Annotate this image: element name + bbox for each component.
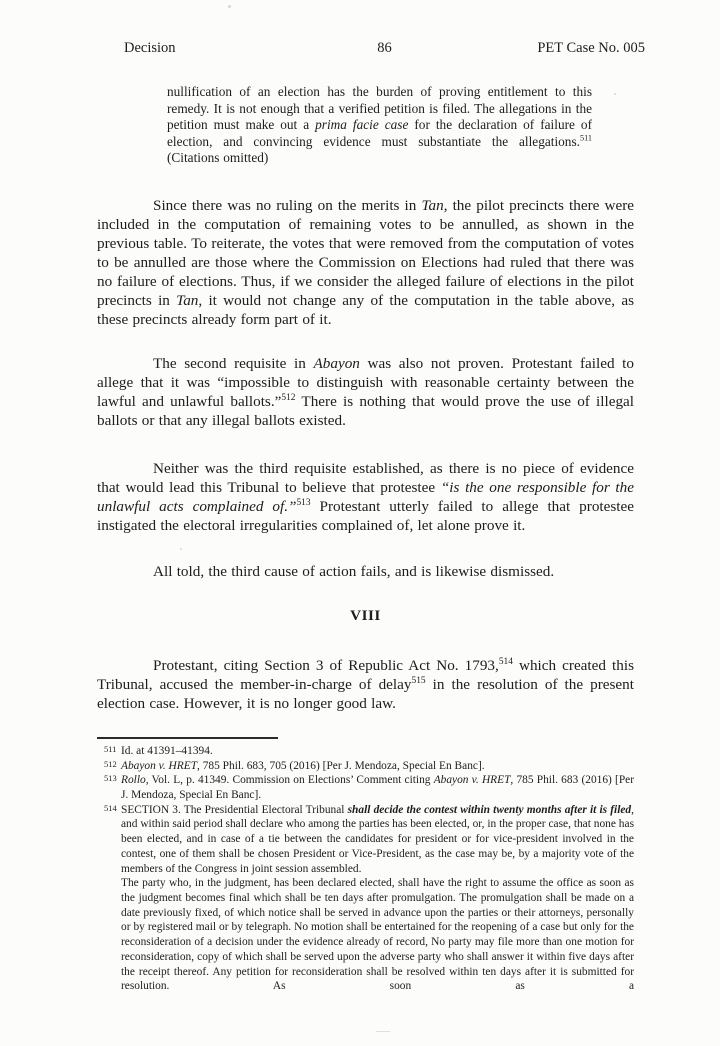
scan-speck: [376, 1031, 390, 1032]
footnote-list: [97, 744, 634, 994]
footnote-reference: 513: [296, 497, 311, 508]
footnote-paragraph: Rollo, Vol. L, p. 41349. Commission on Elections’ Comment citing Abayon v. HRET, 785 Phil. 683 (2016) [Per J. Mendoza, Special En Banc].: [121, 774, 635, 802]
page-number: 86: [377, 40, 392, 56]
footnote-reference: 512: [281, 392, 296, 403]
page-header: [124, 40, 645, 56]
footnote-511: [97, 744, 634, 759]
scan-speck: [228, 5, 231, 8]
footnote-number: 511: [104, 743, 117, 754]
footnote-514: [97, 803, 634, 994]
footnote-paragraph: Abayon v. HRET, 785 Phil. 683, 705 (2016) [Per J. Mendoza, Special En Banc].: [121, 759, 485, 772]
footnote-reference: 515: [411, 675, 426, 686]
footnote-number: 512: [104, 758, 117, 769]
quoted-excerpt: nullification of an election has the burden of proving entitlement to this remedy. It is not enough that a verified petition is filed. The allegations in the petition must make out a prima facie case for the declaration of failure of election, and convincing evidence must substantiate the allegations.$^{511}$ (Citations omitted): [167, 84, 592, 166]
footnote-paragraph: SECTION 3. The Presidential Electoral Tribunal shall decide the contest within twenty months after it is filed, and within said period shall declare who among the parties has been elected, or, in the proper case, that none has been elected, and in case of a tie between the candidates for president or for vice-president involved in the contest, one of them shall be chosen President or Vice-President, as the case may be, by a majority vote of the members of the Congress in joint session assembled.: [121, 803, 634, 875]
footnote-number: 514: [104, 802, 117, 813]
body-paragraph-5: Protestant, citing Section 3 of Republic Act No. 1793,$^{514}$ which created this Tribunal, accused the member-in-charge of delay$^{515}$ in the resolution of the present election case. However, it is no longer good law.: [97, 656, 634, 712]
footnote-number: 513: [104, 773, 117, 784]
body-paragraph-1: Since there was no ruling on the merits in Tan, the pilot precincts there were included in the computation of remaining votes to be annulled, as shown in the previous table. To reiterate, the votes that were removed from the computation of votes to be annulled are those where the Commission on Elections had ruled that there was no failure of elections. Thus, if we consider the alleged failure of elections in the pilot precincts in Tan, it would not change any of the computation in the table above, as these precincts already form part of it.: [97, 196, 634, 328]
footnote-paragraph: Id. at 41391–41394.: [121, 744, 213, 757]
footnote-paragraph: The party who, in the judgment, has been declared elected, shall have the right to assume the office as soon as the judgment becomes final which shall be ten days after promulgation. The promulgation shall be made on a date previously fixed, of which notice shall be served in advance upon the parties or their attorneys, personally or by registered mail or by telegraph. No motion shall be entertained for the reopening of a case but only for the reconsideration of a decision under the evidence already of record, No party may file more than one motion for reconsideration, copy of which shall be served upon the adverse party who shall answer it within five days after the receipt thereof. Any petition for reconsideration shall be resolved within ten days after it is submitted for resolution. As soon as a: [121, 877, 634, 993]
body-paragraph-4: All told, the third cause of action fails, and is likewise dismissed.: [153, 562, 555, 580]
body-paragraph-3: Neither was the third requisite established, as there is no piece of evidence that would lead this Tribunal to believe that protestee “is the one responsible for the unlawful acts complained of.”$^{513}$ Protestant utterly failed to allege that protestee instigated the electoral irregularities complained of, let alone prove it.: [97, 459, 635, 534]
header-doc-type: Decision: [124, 40, 176, 56]
footnote-separator: [97, 737, 278, 739]
footnote-reference: 511: [579, 133, 592, 143]
scan-speck: [614, 93, 616, 95]
section-heading: VIII: [350, 606, 381, 624]
case-number: PET Case No. 005: [537, 40, 646, 56]
document-body: [97, 84, 634, 994]
footnote-512: [97, 759, 634, 774]
scan-speck: [180, 548, 182, 550]
footnote-513: [97, 773, 634, 802]
footnote-reference: 514: [498, 656, 513, 667]
body-paragraph-2: The second requisite in Abayon was also not proven. Protestant failed to allege that it was “impossible to distinguish with reasonable certainty between the lawful and unlawful ballots.”$^{512}$ There is nothing that would prove the use of illegal ballots or that any illegal ballots existed.: [97, 354, 635, 429]
